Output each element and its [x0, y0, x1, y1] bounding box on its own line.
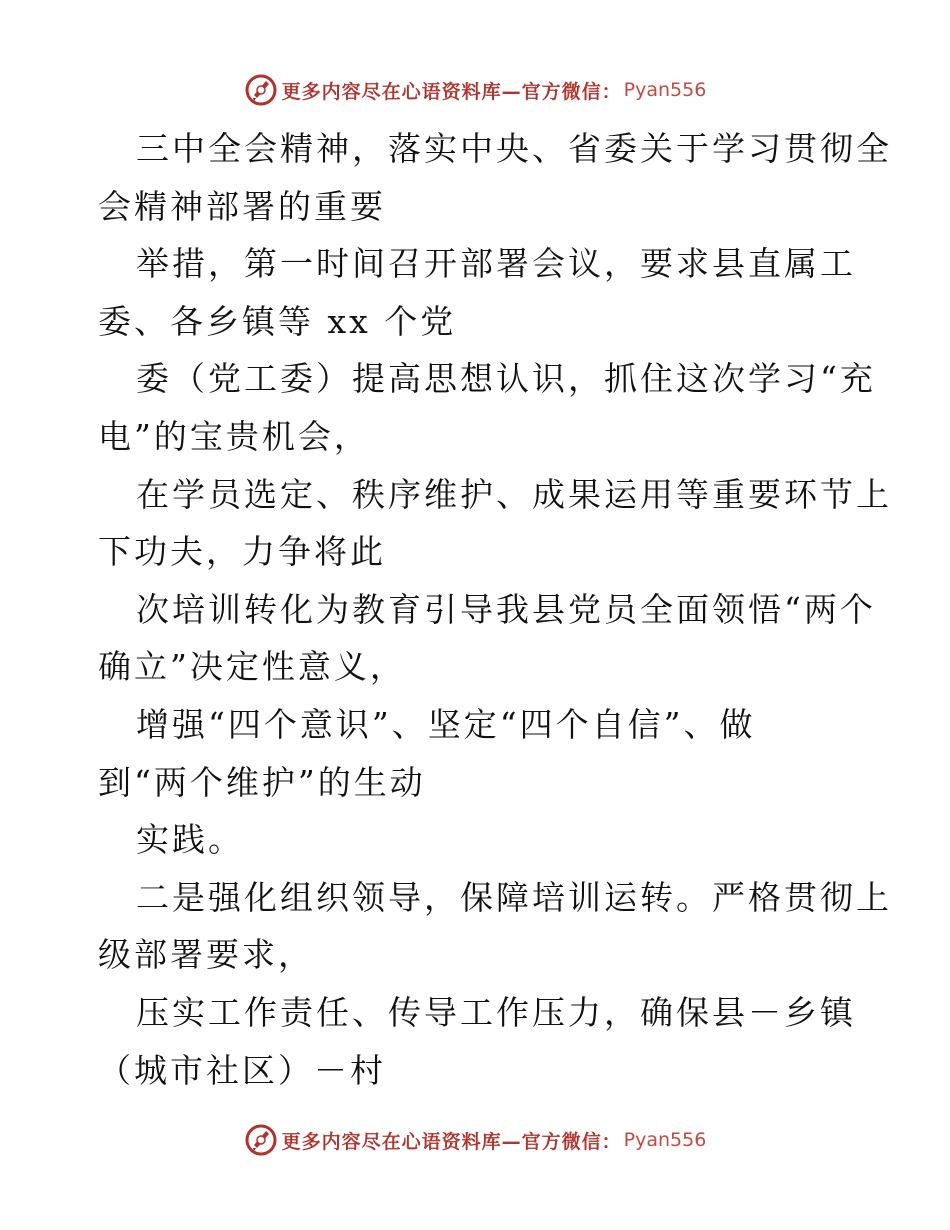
red-seal-logo-icon	[244, 73, 278, 107]
body-line: 级部署要求，	[98, 935, 314, 975]
body-line: 确立”决定性意义，	[98, 647, 406, 687]
body-line: 实践。	[136, 820, 244, 860]
body-line: 增强“四个意识”、坚定“四个自信”、做	[136, 704, 756, 744]
body-line: 委、各乡镇等 xx 个党	[98, 301, 457, 341]
header-banner	[0, 70, 950, 110]
body-line: 二是强化组织领导，保障培训运转。严格贯彻上	[136, 877, 892, 917]
body-line: 会精神部署的重要	[98, 186, 386, 226]
header-banner-text: 更多内容尽在心语资料库—官方微信：	[281, 80, 622, 103]
body-line: 压实工作责任、传导工作压力，确保县－乡镇	[136, 992, 856, 1032]
body-line: 三中全会精神，落实中央、省委关于学习贯彻全	[136, 129, 892, 168]
body-line: 电”的宝贵机会，	[98, 416, 370, 456]
body-line: 次培训转化为教育引导我县党员全面领悟“两个	[136, 589, 876, 629]
body-line: 举措，第一时间召开部署会议，要求县直属工	[136, 244, 856, 284]
body-line: 到“两个维护”的生动	[98, 762, 426, 802]
body-line: 下功夫，力争将此	[98, 532, 386, 572]
footer-banner-text: 更多内容尽在心语资料库—官方微信：	[281, 1130, 622, 1153]
footer-banner-handle: Pyan556	[623, 1129, 707, 1151]
header-banner-handle: Pyan556	[623, 79, 707, 101]
red-seal-logo-icon	[244, 1123, 278, 1157]
body-line: （城市社区）－村	[98, 1050, 386, 1090]
footer-banner	[0, 1120, 950, 1160]
body-line: 委（党工委）提高思想认识，抓住这次学习“充	[136, 359, 876, 399]
body-line: 在学员选定、秩序维护、成果运用等重要环节上	[136, 474, 892, 514]
document-body	[98, 120, 892, 1099]
